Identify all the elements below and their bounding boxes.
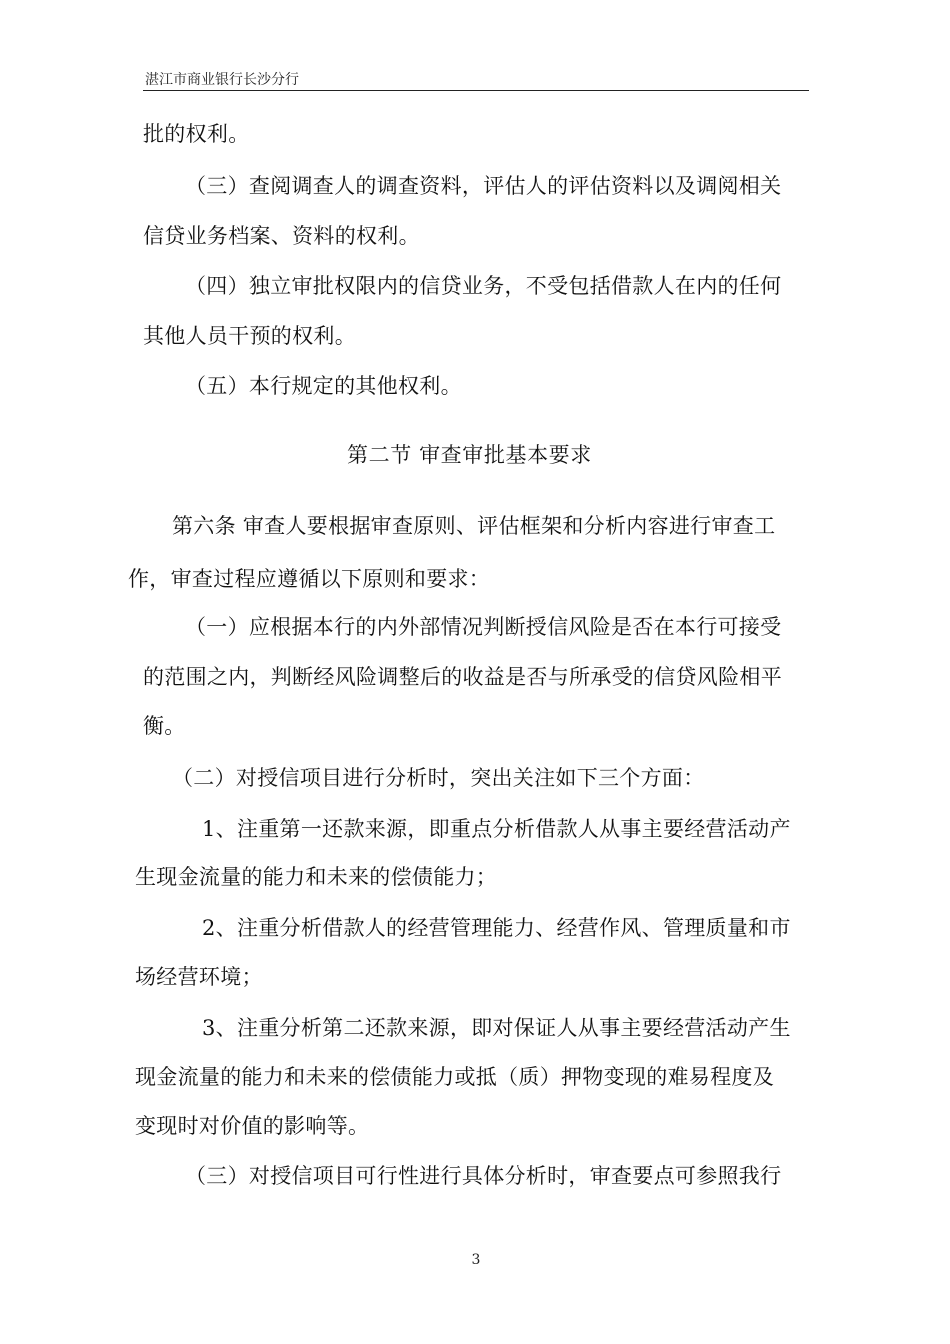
- page-number: 3: [471, 1252, 481, 1268]
- body-line: 作，审查过程应遵循以下原则和要求：: [128, 567, 491, 591]
- body-line: 现金流量的能力和未来的偿债能力或抵（质）押物变现的难易程度及: [135, 1065, 774, 1089]
- list-item-line: 3、注重分析第二还款来源，即对保证人从事主要经营活动产生: [202, 1016, 791, 1040]
- list-item-line: 1、注重第一还款来源，即重点分析借款人从事主要经营活动产: [202, 817, 791, 841]
- page-header: [143, 72, 809, 91]
- body-line: （四）独立审批权限内的信贷业务，不受包括借款人在内的任何: [185, 274, 782, 298]
- body-line: （二）对授信项目进行分析时，突出关注如下三个方面：: [172, 766, 705, 790]
- header-bank-name: 湛江市商业银行长沙分行: [145, 72, 299, 88]
- list-item-line: 2、注重分析借款人的经营管理能力、经营作风、管理质量和市: [202, 916, 791, 940]
- body-line: 变现时对价值的影响等。: [135, 1114, 370, 1138]
- body-line: 生现金流量的能力和未来的偿债能力；: [135, 865, 498, 889]
- body-line: （三）查阅调查人的调查资料，评估人的评估资料以及调阅相关: [185, 174, 782, 198]
- body-line: （五）本行规定的其他权利。: [185, 374, 462, 398]
- body-line: 衡。: [143, 714, 186, 738]
- body-line: 其他人员干预的权利。: [143, 324, 356, 348]
- body-line: 批的权利。: [143, 122, 250, 146]
- body-line: （三）对授信项目可行性进行具体分析时，审查要点可参照我行: [185, 1164, 782, 1188]
- article-line: 第六条 审查人要根据审查原则、评估框架和分析内容进行审查工: [172, 514, 776, 538]
- section-heading: 第二节 审查审批基本要求: [347, 443, 592, 467]
- body-line: （一）应根据本行的内外部情况判断授信风险是否在本行可接受: [185, 615, 782, 639]
- body-line: 场经营环境；: [135, 965, 263, 989]
- body-line: 的范围之内，判断经风险调整后的收益是否与所承受的信贷风险相平: [143, 665, 782, 689]
- body-line: 信贷业务档案、资料的权利。: [143, 224, 420, 248]
